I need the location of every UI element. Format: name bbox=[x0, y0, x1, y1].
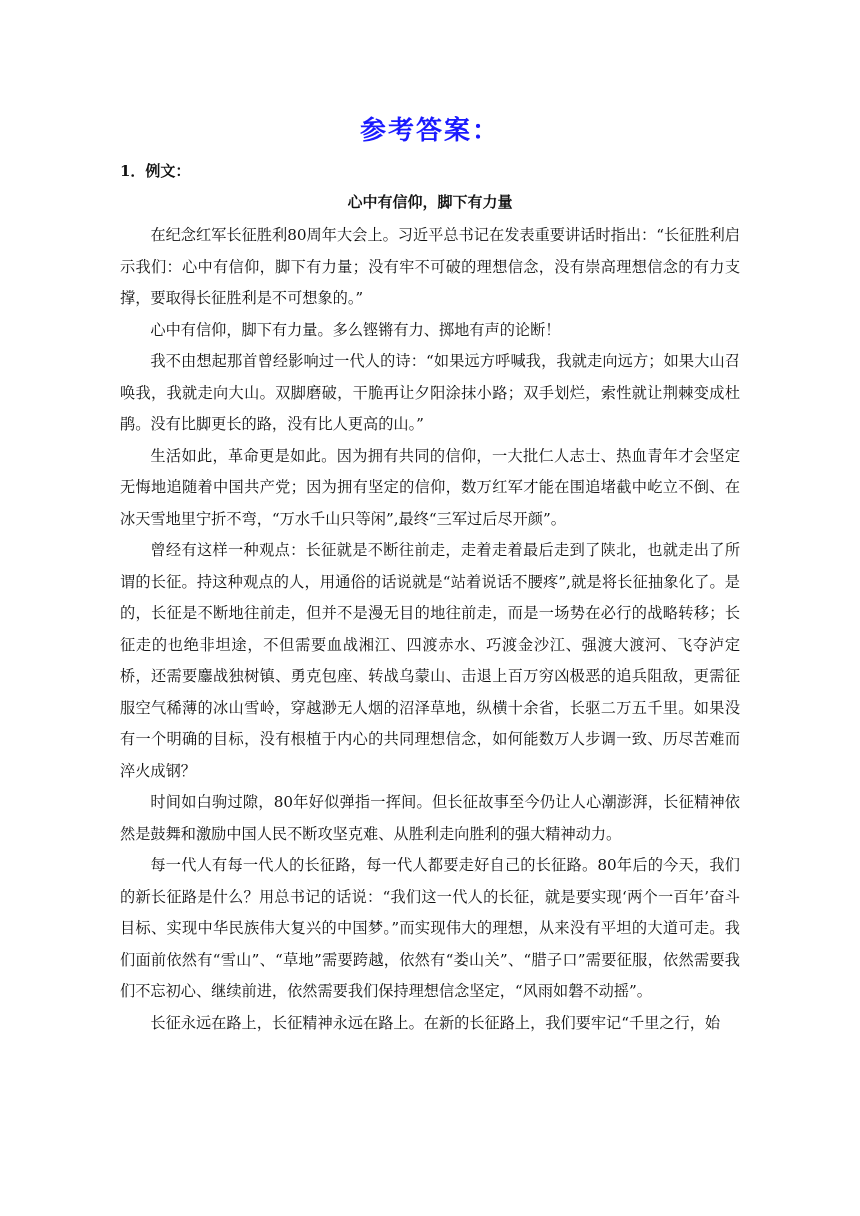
paragraph: 在纪念红军长征胜利80周年大会上。习近平总书记在发表重要讲话时指出：“长征胜利启示我们：心中有信仰，脚下有力量；没有牢不可破的理想信念，没有崇高理想信念的有力支撑，要取得长征胜利是不可想象的。” bbox=[120, 226, 740, 307]
paragraph: 我不由想起那首曾经影响过一代人的诗：“如果远方呼喊我，我就走向远方；如果大山召唤我，我就走向大山。双脚磨破，干脆再让夕阳涂抹小路；双手划烂，索性就让荆棘变成杜鹃。没有比脚更长的路，没有比人更高的山。” bbox=[120, 352, 740, 433]
question-label: 1．例文： bbox=[120, 162, 191, 180]
paragraph: 心中有信仰，脚下有力量。多么铿锵有力、掷地有声的论断！ bbox=[150, 320, 561, 339]
paragraph: 每一代人有每一代人的长征路，每一代人都要走好自己的长征路。80年后的今天，我们的新长征路是什么？用总书记的话说：“我们这一代人的长征，就是要实现‘两个一百年’奋斗目标、实现中华民族伟大复兴的中国梦。”而实现伟大的理想，从来没有平坦的大道可走。我们面前依然有“雪山”、“草地”需要跨越，依然有“娄山关”、“腊子口”需要征服，依然需要我们不忘初心、继续前进，依然需要我们保持理想信念坚定，“风雨如磐不动摇”。 bbox=[120, 856, 740, 1000]
paragraph: 生活如此，革命更是如此。因为拥有共同的信仰，一大批仁人志士、热血青年才会坚定无悔地追随着中国共产党；因为拥有坚定的信仰，数万红军才能在围追堵截中屹立不倒、在冰天雪地里宁折不弯，“万水千山只等闲”,最终“三军过后尽开颜”。 bbox=[120, 446, 740, 528]
paragraph: 时间如白驹过隙，80年好似弹指一挥间。但长征故事至今仍让人心潮澎湃，长征精神依然是鼓舞和激励中国人民不断攻坚克难、从胜利走向胜利的强大精神动力。 bbox=[120, 793, 740, 843]
answer-heading: 参考答案： bbox=[359, 116, 500, 146]
essay-body bbox=[120, 220, 740, 1039]
essay-title: 心中有信仰，脚下有力量 bbox=[347, 193, 513, 211]
paragraph: 长征永远在路上，长征精神永远在路上。在新的长征路上，我们要牢记“千里之行，始 bbox=[150, 1013, 721, 1032]
paragraph: 曾经有这样一种观点：长征就是不断往前走，走着走着最后走到了陕北，也就走出了所谓的长征。持这种观点的人，用通俗的话说就是“站着说话不腰疼”,就是将长征抽象化了。是的，长征是不断地往前走，但并不是漫无目的地往前走，而是一场势在必行的战略转移；长征走的也绝非坦途，不但需要血战湘江、四渡赤水、巧渡金沙江、强渡大渡河、飞夺泸定桥，还需要鏖战独树镇、勇克包座、转战乌蒙山、击退上百万穷凶极恶的追兵阻敌，更需征服空气稀薄的冰山雪岭，穿越渺无人烟的沼泽草地，纵横十余省，长驱二万五千里。如果没有一个明确的目标，没有根植于内心的共同理想信念，如何能数万人步调一致、历尽苦难而淬火成钢？ bbox=[120, 541, 740, 780]
